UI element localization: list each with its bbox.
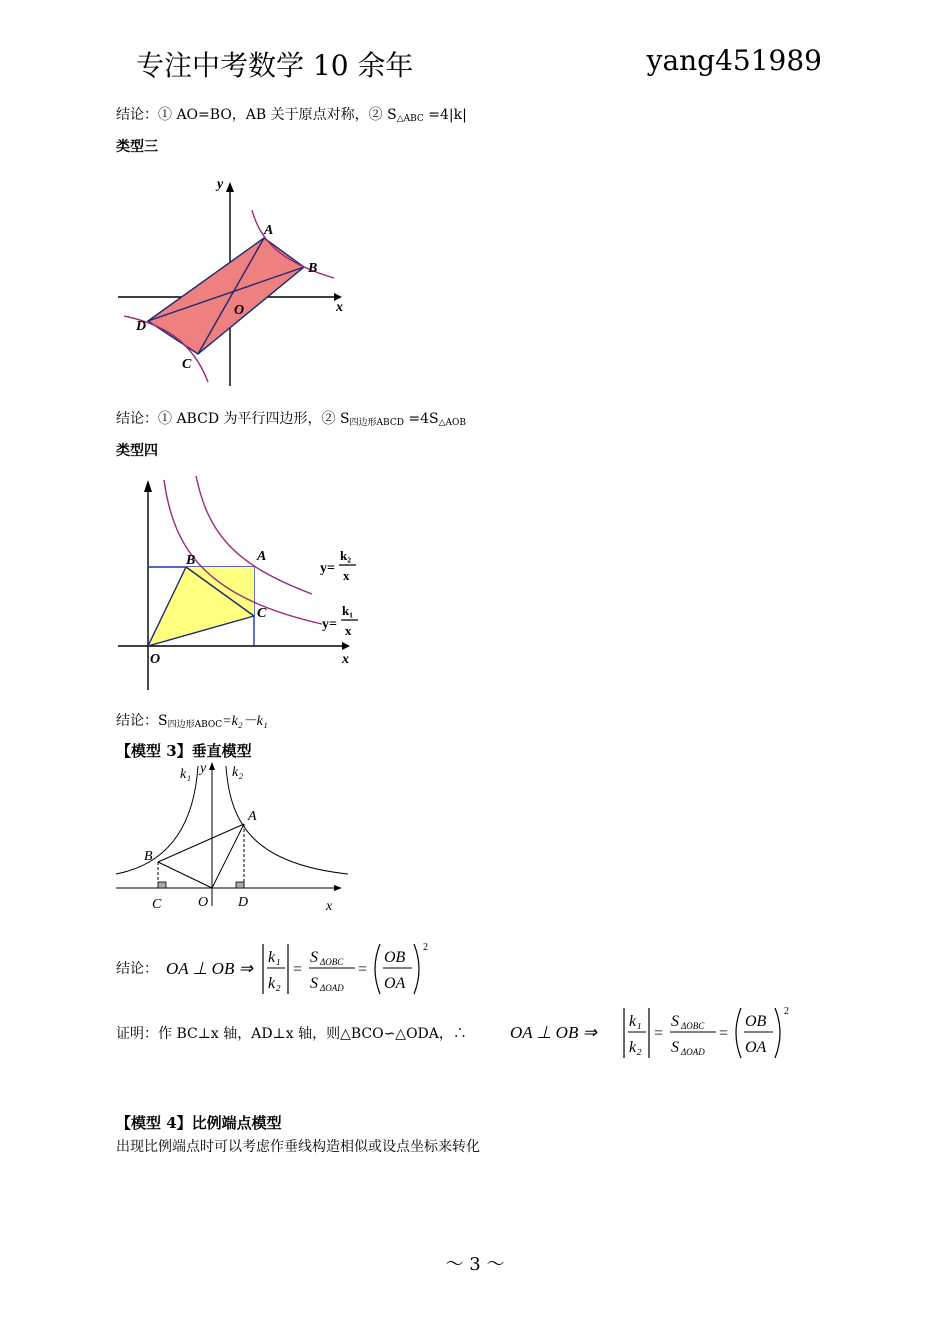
model4-text: 出现比例端点时可以考虑作垂线构造相似或设点坐标来转化 bbox=[116, 1139, 480, 1155]
formula-s-oad-sub: ΔOAD bbox=[320, 983, 344, 993]
label-c: C bbox=[182, 357, 192, 372]
formula-ob: OB bbox=[384, 949, 406, 966]
paren-right bbox=[775, 1008, 780, 1058]
type3-heading: 类型三 bbox=[116, 139, 158, 155]
page-number: ～ 3 ～ bbox=[445, 1254, 505, 1275]
type3-conclusion-sub2: △AOB bbox=[438, 418, 467, 428]
type3-conclusion-sub: 四边形ABCD bbox=[349, 418, 404, 428]
label-o: O bbox=[150, 652, 161, 667]
quad-area bbox=[148, 567, 254, 646]
proof-text: 证明：作 BC⊥x 轴，AD⊥x 轴，则△BCO∽△ODA，∴ bbox=[116, 1026, 467, 1042]
model3-heading: 【模型 3】垂直模型 bbox=[116, 742, 252, 760]
type4-heading: 类型四 bbox=[116, 443, 158, 459]
conclusion-sub: △ABC bbox=[396, 114, 424, 124]
formula-relation: OA ⊥ OB ⇒ bbox=[166, 959, 253, 978]
label-d: D bbox=[136, 319, 147, 334]
label-x: x bbox=[326, 899, 333, 914]
eq1-den: x bbox=[345, 623, 352, 638]
hyperbola-k1 bbox=[116, 766, 198, 874]
conclusion-prefix: 结论：① AO=BO，AB 关于原点对称，② S bbox=[116, 107, 397, 123]
paren-left bbox=[736, 1008, 741, 1058]
formula-s-obc-sub: ΔOBC bbox=[320, 957, 344, 967]
line-ab bbox=[158, 824, 244, 862]
formula-oa: OA bbox=[384, 975, 406, 992]
header-right: yang451989 bbox=[646, 44, 822, 77]
formula-eq2: = bbox=[358, 961, 368, 978]
header-left: 专注中考数学 10 余年 bbox=[136, 49, 414, 82]
type3-conclusion-prefix: 结论：① ABCD 为平行四边形，② S bbox=[116, 411, 350, 427]
label-x: x bbox=[336, 300, 343, 315]
model4-heading: 【模型 4】比例端点模型 bbox=[116, 1114, 282, 1132]
conclusion-type3 bbox=[116, 408, 466, 428]
proof-relation: OA ⊥ OB ⇒ bbox=[510, 1023, 597, 1042]
paren-right bbox=[414, 944, 419, 994]
label-x: x bbox=[342, 652, 349, 667]
proof-eq1: = bbox=[654, 1025, 664, 1042]
label-c: C bbox=[257, 606, 267, 621]
eq2-lhs: y= bbox=[320, 561, 335, 576]
proof-exp: 2 bbox=[784, 1006, 789, 1017]
label-b: B bbox=[308, 261, 318, 276]
type4-figure bbox=[112, 472, 372, 696]
y-axis-arrow bbox=[226, 182, 234, 192]
proof-formula bbox=[508, 1002, 798, 1062]
hyperbola-k2 bbox=[226, 766, 348, 874]
proof-oa: OA bbox=[745, 1039, 767, 1056]
eq2-den: x bbox=[343, 568, 350, 583]
label-c: C bbox=[152, 897, 162, 912]
formula-k2: k₂ bbox=[268, 975, 281, 992]
model3-formula bbox=[160, 938, 450, 998]
label-k1: k₁ bbox=[180, 767, 192, 782]
formula-s-oad: S bbox=[310, 975, 318, 992]
conclusion-type2 bbox=[116, 104, 467, 124]
right-angle-d bbox=[236, 882, 244, 888]
formula-s-obc: S bbox=[310, 949, 318, 966]
line-oa bbox=[212, 824, 244, 888]
parallelogram-abcd bbox=[148, 238, 304, 354]
y-axis-arrow bbox=[144, 480, 152, 492]
formula-eq1: = bbox=[293, 961, 303, 978]
eq1-lhs: y= bbox=[322, 617, 337, 632]
proof-k2: k₂ bbox=[629, 1039, 642, 1056]
proof-s-oad: S bbox=[671, 1039, 679, 1056]
label-y: y bbox=[200, 761, 207, 776]
eq2-num: k₂ bbox=[340, 548, 352, 563]
formula-k1: k₁ bbox=[268, 949, 281, 966]
label-d: D bbox=[238, 895, 249, 910]
label-b: B bbox=[144, 849, 153, 864]
label-y: y bbox=[217, 177, 224, 192]
type4-conclusion-suffix: =k₂－k₁ bbox=[222, 714, 268, 729]
label-b: B bbox=[186, 553, 196, 568]
x-axis-arrow bbox=[334, 885, 342, 891]
label-o: O bbox=[234, 303, 245, 318]
proof-s-oad-sub: ΔOAD bbox=[681, 1047, 705, 1057]
right-angle-c bbox=[158, 882, 166, 888]
paren-left bbox=[375, 944, 380, 994]
type4-conclusion-prefix: 结论：S bbox=[116, 713, 168, 729]
type4-conclusion-sub: 四边形ABOC bbox=[167, 720, 223, 730]
label-o: O bbox=[198, 895, 209, 910]
x-axis-arrow bbox=[342, 642, 350, 650]
model3-figure bbox=[112, 756, 362, 916]
proof-ob: OB bbox=[745, 1013, 767, 1030]
model3-conclusion-label: 结论： bbox=[116, 961, 158, 977]
eq1-num: k₁ bbox=[342, 603, 354, 618]
label-a: A bbox=[248, 809, 257, 824]
conclusion-type4 bbox=[116, 710, 268, 730]
y-axis-arrow bbox=[209, 762, 215, 770]
label-a: A bbox=[264, 223, 274, 238]
proof-s-obc: S bbox=[671, 1013, 679, 1030]
proof-k1: k₁ bbox=[629, 1013, 642, 1030]
type3-figure bbox=[112, 170, 362, 390]
type3-conclusion-mid: =4S bbox=[403, 411, 439, 427]
label-a: A bbox=[257, 549, 267, 564]
proof-eq2: = bbox=[719, 1025, 729, 1042]
formula-exp: 2 bbox=[423, 942, 428, 953]
proof-s-obc-sub: ΔOBC bbox=[681, 1021, 705, 1031]
conclusion-suffix: =4|k| bbox=[423, 107, 467, 123]
label-k2: k₂ bbox=[232, 765, 244, 780]
